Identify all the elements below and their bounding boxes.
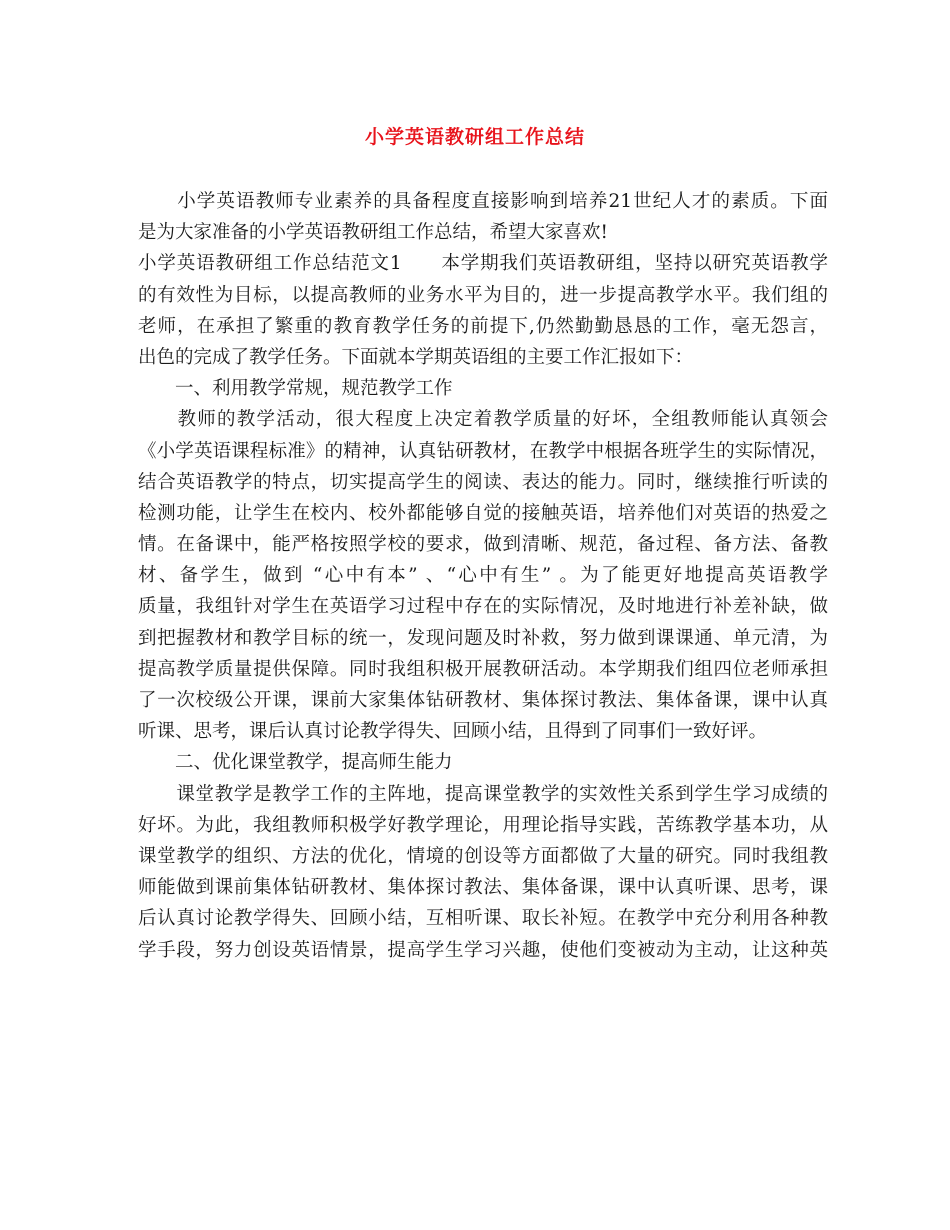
document-body <box>138 186 828 966</box>
body-text-line: 情。在备课中，能严格按照学校的要求，做到清晰、规范，备过程、备方法、备教 <box>138 534 828 556</box>
body-text-line: 了一次校级公开课，课前大家集体钻研教材、集体探讨教法、集体备课，课中认真 <box>138 690 828 711</box>
body-text-line: 好坏。为此，我组教师积极学好教学理论，用理论指导实践，苦练教学基本功，从 <box>138 814 828 836</box>
body-text-line: 听课、思考，课后认真讨论教学得失、回顾小结，且得到了同事们一致好评。 <box>138 721 768 743</box>
body-text-line: 师能做到课前集体钻研教材、集体探讨教法、集体备课，课中认真听课、思考，课 <box>138 877 828 899</box>
body-text-line: 小学英语教研组工作总结范文1 本学期我们英语教研组，坚持以研究英语教学 <box>138 253 828 275</box>
body-text-line: 老师，在承担了繁重的教育教学任务的前提下,仍然勤勤恳恳的工作，毫无怨言， <box>138 315 828 337</box>
document-title: 小学英语教研组工作总结 <box>364 126 585 148</box>
body-text-line: 教师的教学活动，很大程度上决定着教学质量的好坏，全组教师能认真领会 <box>138 409 828 431</box>
body-text-line: 检测功能，让学生在校内、校外都能够自觉的接触英语，培养他们对英语的热爱之 <box>138 502 828 524</box>
body-text-line: 的有效性为目标，以提高教师的业务水平为目的，进一步提高教学水平。我们组的 <box>138 284 828 306</box>
body-text-line: 小学英语教师专业素养的具备程度直接影响到培养21世纪人才的素质。下面 <box>138 191 828 212</box>
body-text-line: 二、优化课堂教学，提高师生能力 <box>138 752 453 774</box>
body-text-line: 是为大家准备的小学英语教研组工作总结，希望大家喜欢! <box>138 222 608 244</box>
body-text-line: 一、利用教学常规，规范教学工作 <box>138 378 453 400</box>
body-text-line: 到把握教材和教学目标的统一，发现问题及时补救，努力做到课课通、单元清，为 <box>138 627 828 649</box>
body-text-line: 《小学英语课程标准》的精神，认真钻研教材，在教学中根据各班学生的实际情况， <box>138 440 828 462</box>
body-text-line: 出色的完成了教学任务。下面就本学期英语组的主要工作汇报如下： <box>138 346 694 368</box>
body-text-line: 结合英语教学的特点，切实提高学生的阅读、表达的能力。同时，继续推行听读的 <box>138 471 828 493</box>
body-text-line: 后认真讨论教学得失、回顾小结，互相听课、取长补短。在教学中充分利用各种教 <box>138 908 828 930</box>
body-text-line: 材、备学生，做到 “心中有本” 、“心中有生” 。为了能更好地提高英语教学 <box>138 565 828 587</box>
body-text-line: 质量，我组针对学生在英语学习过程中存在的实际情况，及时地进行补差补缺，做 <box>138 596 828 618</box>
body-text-line: 课堂教学是教学工作的主阵地，提高课堂教学的实效性关系到学生学习成绩的 <box>138 783 828 805</box>
body-text-line: 学手段，努力创设英语情景，提高学生学习兴趣，使他们变被动为主动，让这种英 <box>138 939 828 961</box>
body-text-line: 课堂教学的组织、方法的优化，情境的创设等方面都做了大量的研究。同时我组教 <box>138 845 828 867</box>
body-text-line: 提高教学质量提供保障。同时我组积极开展教研活动。本学期我们组四位老师承担 <box>138 658 828 680</box>
